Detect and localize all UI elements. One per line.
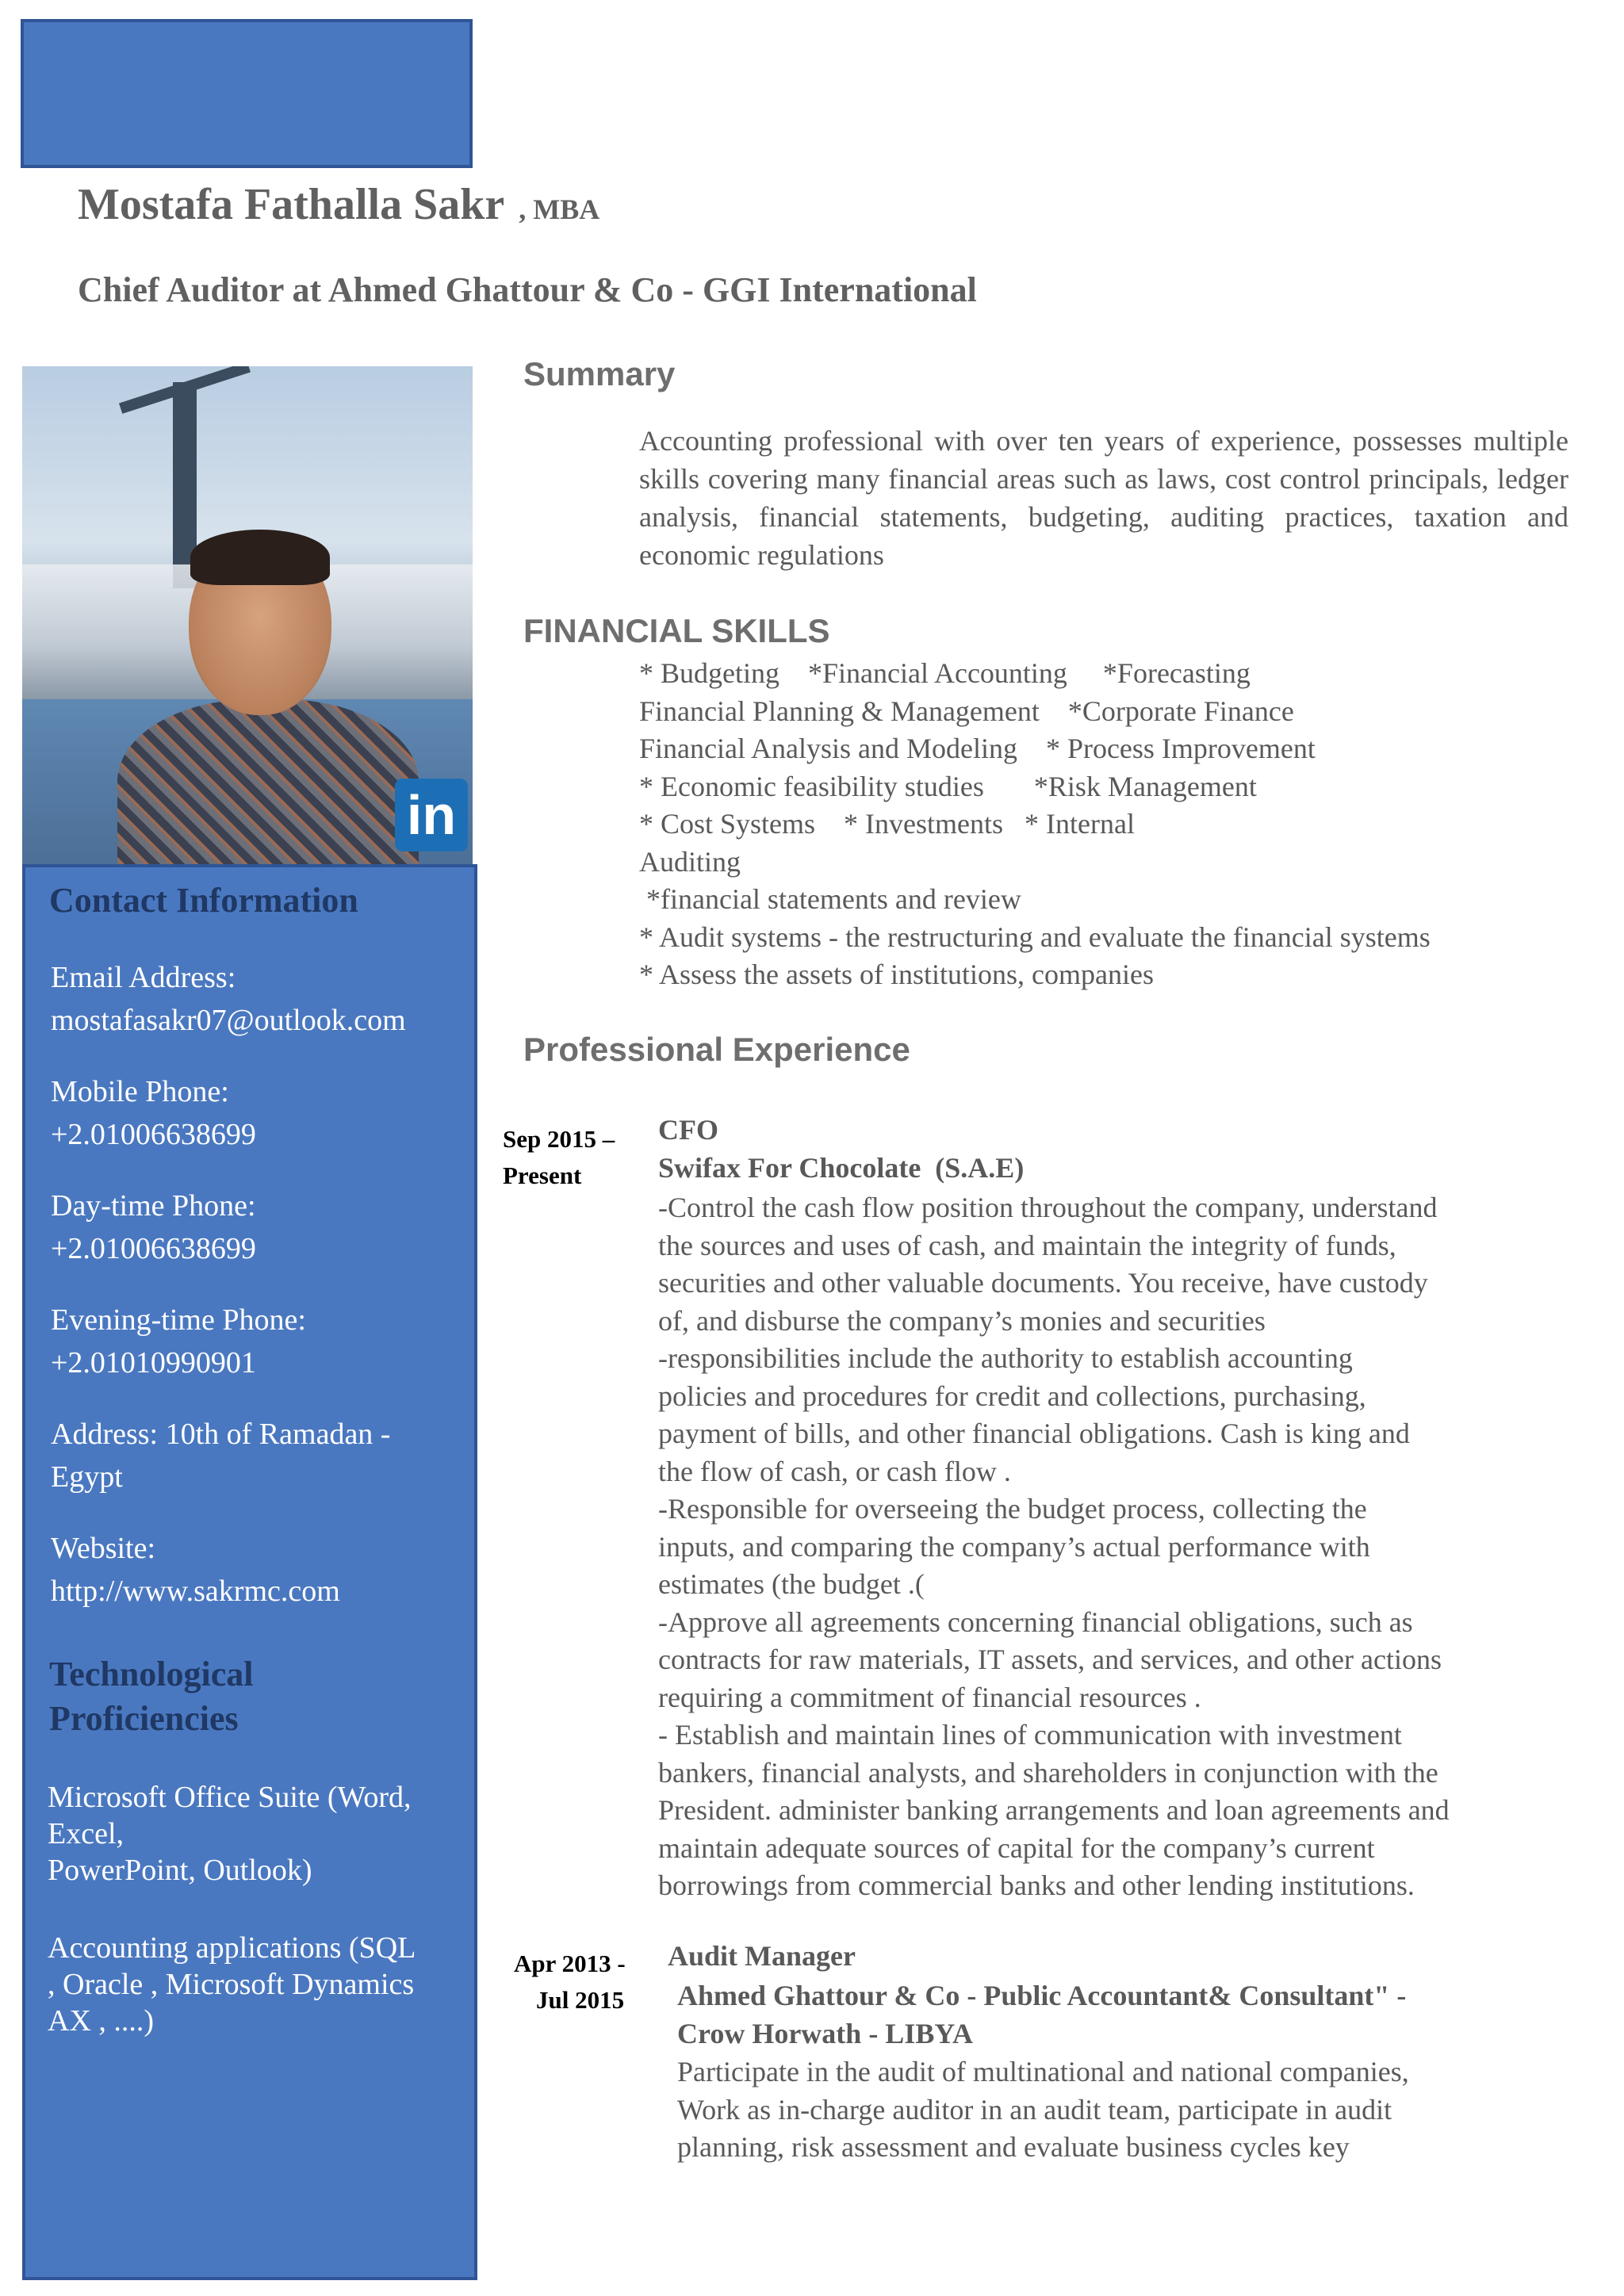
job-1-line: requiring a commitment of financial resources .: [658, 1681, 1201, 1713]
experience-heading: Professional Experience: [523, 1031, 910, 1068]
office-line-3: PowerPoint, Outlook): [48, 1854, 312, 1887]
job-1-line: inputs, and comparing the company’s actual performance with: [658, 1530, 1370, 1563]
email-value[interactable]: mostafasakr07@outlook.com: [51, 1004, 406, 1037]
job-2-company-line-1: Ahmed Ghattour & Co - Public Accountant& Consultant" -: [677, 1980, 1407, 2011]
skills-line: * Audit systems - the restructuring and evaluate the financial systems: [639, 920, 1431, 953]
job-1-line: of, and disburse the company’s monies and securities: [658, 1304, 1266, 1337]
office-line-1: Microsoft Office Suite (Word,: [48, 1781, 412, 1814]
mobile-label: Mobile Phone:: [51, 1075, 229, 1108]
day-phone-label: Day-time Phone:: [51, 1189, 256, 1223]
job-1-line: borrowings from commercial banks and other lending institutions.: [658, 1869, 1415, 1901]
evening-phone-value: +2.01010990901: [51, 1346, 256, 1380]
skills-heading: FINANCIAL SKILLS: [523, 612, 830, 649]
candidate-degree: , MBA: [519, 193, 600, 225]
address-line-1: Address: 10th of Ramadan -: [51, 1418, 391, 1451]
job-2-line: Work as in-charge auditor in an audit team, participate in audit: [677, 2093, 1392, 2126]
candidate-title: Chief Auditor at Ahmed Ghattour & Co - GGI International: [78, 270, 977, 309]
job-1-date-end: Present: [503, 1161, 582, 1189]
skills-line: * Budgeting *Financial Accounting *Forecasting: [639, 657, 1251, 689]
job-1-line: -Control the cash flow position throughout the company, understand: [658, 1192, 1438, 1223]
profile-photo: [22, 366, 473, 866]
job-1-line: -Approve all agreements concerning financial obligations, such as: [658, 1605, 1413, 1638]
photo-shirt: [117, 699, 419, 866]
accounting-line-3: AX , ....): [48, 2004, 155, 2038]
photo-hair: [190, 530, 330, 585]
accounting-line-2: , Oracle , Microsoft Dynamics: [48, 1968, 415, 2001]
job-1-line: policies and procedures for credit and collections, purchasing,: [658, 1380, 1366, 1412]
job-2-description: [677, 2053, 1409, 2167]
email-label: Email Address:: [51, 961, 236, 994]
job-1-line: contracts for raw materials, IT assets, and services, and other actions: [658, 1644, 1442, 1675]
skills-line: * Assess the assets of institutions, companies: [639, 959, 1154, 990]
candidate-name-line: [78, 179, 599, 230]
evening-phone-label: Evening-time Phone:: [51, 1303, 306, 1337]
address-line-2: Egypt: [51, 1460, 123, 1494]
job-1-line: maintain adequate sources of capital for the company’s current: [658, 1831, 1375, 1864]
linkedin-icon[interactable]: in: [395, 779, 468, 851]
skills-line: *financial statements and review: [639, 883, 1021, 915]
skills-line: Financial Analysis and Modeling * Process Improvement: [639, 733, 1316, 764]
skills-line: * Economic feasibility studies *Risk Management: [639, 770, 1257, 802]
website-label: Website:: [51, 1532, 156, 1565]
job-2-line: Participate in the audit of multinational and national companies,: [677, 2056, 1409, 2087]
summary-heading: Summary: [523, 355, 676, 392]
accounting-apps-text: [48, 1930, 476, 2039]
contact-sidebar: [22, 864, 477, 2280]
header-color-block: [21, 19, 473, 168]
job-1-company: Swifax For Chocolate (S.A.E): [658, 1152, 1025, 1184]
job-1-line: -Responsible for overseeing the budget process, collecting the: [658, 1493, 1367, 1525]
skills-list: [639, 655, 1568, 994]
job-1-line: President. administer banking arrangements and loan agreements and: [658, 1794, 1450, 1826]
job-1-line: estimates (the budget .(: [658, 1568, 925, 1600]
candidate-name: Mostafa Fathalla Sakr: [78, 180, 505, 229]
job-1-line: the flow of cash, or cash flow .: [658, 1455, 1011, 1487]
job-1-line: -responsibilities include the authority to establish accounting: [658, 1342, 1353, 1374]
job-1-line: the sources and uses of cash, and maintain the integrity of funds,: [658, 1229, 1396, 1261]
job-1-description: [658, 1189, 1450, 1905]
office-line-2: Excel,: [48, 1817, 124, 1850]
office-suite-text: [48, 1779, 476, 1888]
job-1-role: CFO: [658, 1114, 718, 1146]
contact-heading: Contact Information: [49, 881, 358, 920]
skills-line: Auditing: [639, 845, 741, 878]
accounting-line-1: Accounting applications (SQL: [48, 1931, 416, 1965]
job-2-company-line-2: Crow Horwath - LIBYA: [677, 2017, 974, 2049]
job-1-line: securities and other valuable documents. You receive, have custody: [658, 1267, 1428, 1299]
day-phone-value: +2.01006638699: [51, 1232, 256, 1265]
job-1-line: - Establish and maintain lines of communication with investment: [658, 1719, 1402, 1751]
tech-heading-line-2: Proficiencies: [49, 1699, 239, 1738]
job-2-line: planning, risk assessment and evaluate business cycles key: [677, 2131, 1350, 2163]
mobile-value: +2.01006638699: [51, 1118, 256, 1151]
job-2-company: [677, 1977, 1406, 2053]
job-2-date-start: Apr 2013 -: [514, 1950, 626, 1977]
job-1-line: payment of bills, and other financial obligations. Cash is king and: [658, 1418, 1410, 1449]
job-2-date-end: Jul 2015: [536, 1986, 625, 2014]
job-1-date-start: Sep 2015 –: [503, 1125, 615, 1153]
job-2-role: Audit Manager: [668, 1940, 856, 1972]
skills-line: Financial Planning & Management *Corporate Finance: [639, 695, 1294, 727]
job-1-line: bankers, financial analysts, and shareholders in conjunction with the: [658, 1756, 1438, 1789]
website-link[interactable]: http://www.sakrmc.com: [51, 1575, 340, 1608]
tech-heading-line-1: Technological: [49, 1655, 254, 1693]
summary-text: Accounting professional with over ten years of experience, possesses multiple skills covering many financial areas such as laws, cost control principals, ledger analysis, financial statements, budgeting, auditing practices, taxation and economic regulations: [639, 425, 1568, 571]
skills-line: * Cost Systems * Investments * Internal: [639, 808, 1135, 840]
